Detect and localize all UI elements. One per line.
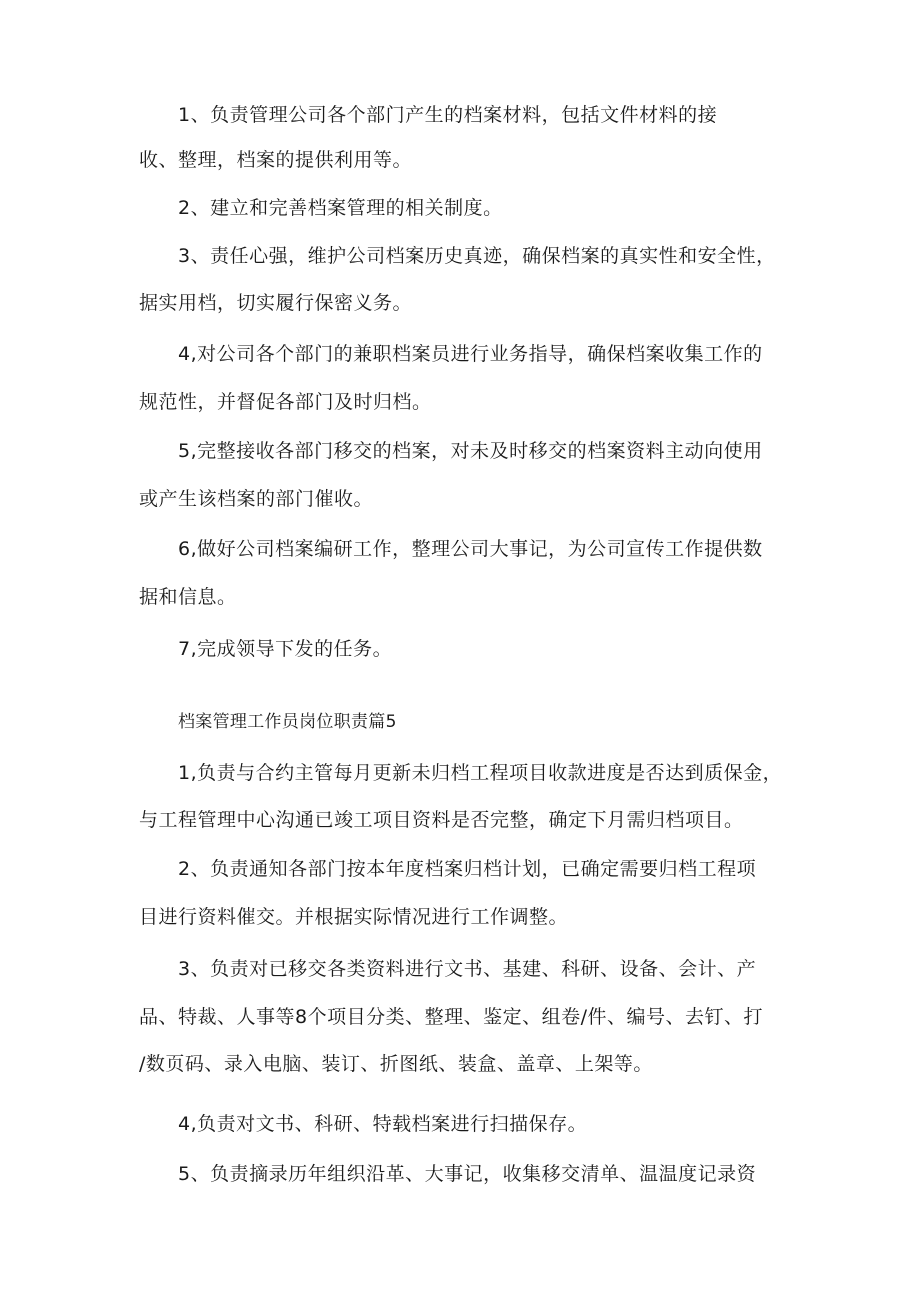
paragraph-3-line-2: 据实用档，切实履行保密义务。 — [139, 292, 413, 314]
paragraph-4-line-2: 规范性，并督促各部门及时归档。 — [139, 391, 432, 413]
paragraph-6-line-2: 据和信息。 — [139, 586, 237, 608]
paragraph-6-line-1: 6,做好公司档案编研工作，整理公司大事记，为公司宣传工作提供数 — [178, 538, 763, 560]
paragraph-7-line-1: 7,完成领导下发的任务。 — [178, 638, 393, 660]
section-paragraph-3-line-1: 3、负责对已移交各类资料进行文书、基建、科研、设备、会计、产 — [178, 958, 757, 980]
paragraph-2-line-1: 2、建立和完善档案管理的相关制度。 — [178, 197, 503, 219]
section-paragraph-2-line-1: 2、负责通知各部门按本年度档案归档计划，已确定需要归档工程项 — [178, 858, 757, 880]
section-paragraph-4-line-1: 4,负责对文书、科研、特载档案进行扫描保存。 — [178, 1113, 588, 1135]
paragraph-1-line-2: 收、整理，档案的提供利用等。 — [139, 149, 413, 171]
section-paragraph-1-line-1: 1,负责与合约主管每月更新未归档工程项目收款进度是否达到质保金， — [178, 762, 783, 784]
section-paragraph-1-line-2: 与工程管理中心沟通已竣工项目资料是否完整，确定下月需归档项目。 — [139, 809, 744, 831]
paragraph-1-line-1: 1、负责管理公司各个部门产生的档案材料，包括文件材料的接 — [178, 104, 718, 126]
paragraph-4-line-1: 4,对公司各个部门的兼职档案员进行业务指导，确保档案收集工作的 — [178, 343, 763, 365]
section-paragraph-3-line-3: /数页码、录入电脑、装订、折图纸、装盒、盖章、上架等。 — [139, 1053, 653, 1075]
paragraph-5-line-2: 或产生该档案的部门催收。 — [139, 488, 374, 510]
section-paragraph-2-line-2: 目进行资料催交。并根据实际情况进行工作调整。 — [139, 906, 569, 928]
paragraph-5-line-1: 5,完整接收各部门移交的档案，对未及时移交的档案资料主动向使用 — [178, 440, 763, 462]
section-paragraph-5-line-1: 5、负责摘录历年组织沿革、大事记，收集移交清单、温温度记录资 — [178, 1163, 757, 1185]
section-title: 档案管理工作员岗位职责篇5 — [178, 712, 397, 732]
paragraph-3-line-1: 3、责任心强，维护公司档案历史真迹，确保档案的真实性和安全性， — [178, 245, 776, 267]
section-paragraph-3-line-2: 品、特裁、人事等8个项目分类、整理、鉴定、组卷/件、编号、去钉、打 — [139, 1006, 763, 1028]
